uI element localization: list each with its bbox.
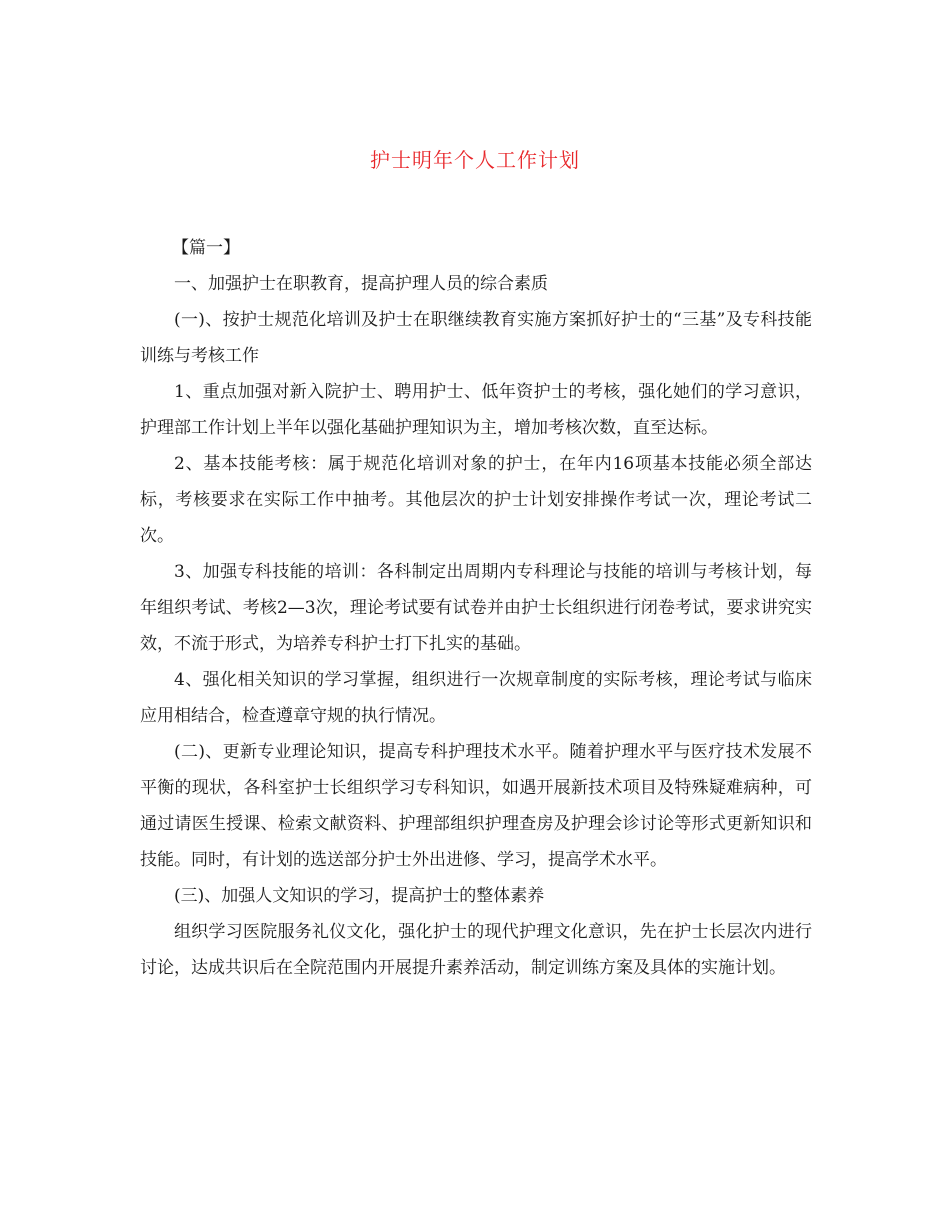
paragraph-heading-1: 一、加强护士在职教育，提高护理人员的综合素质 — [174, 274, 548, 294]
paragraph-subheading-2: (二)、更新专业理论知识，提高专科护理技术水平。随着护理水平与医疗技术发展不平衡的现状，各科室护士长组织学习专科知识，如遇开展新技术项目及特殊疑难病种，可通过请医生授课、检索文献资料、护理部组织护理查房及护理会诊讨论等形式更新知识和技能。同时，有计划的选送部分护士外出进修、学习，提高学术水平。 — [140, 742, 812, 870]
paragraph-subheading-3: (三)、加强人文知识的学习，提高护士的整体素养 — [174, 886, 545, 906]
paragraph-item-1: 1、重点加强对新入院护士、聘用护士、低年资护士的考核，强化她们的学习意识，护理部工作计划上半年以强化基础护理知识为主，增加考核次数，直至达标。 — [140, 382, 812, 438]
paragraph-subheading-1: (一)、按护士规范化培训及护士在职继续教育实施方案抓好护士的“三基”及专科技能训练与考核工作 — [140, 310, 812, 366]
paragraph-item-4: 4、强化相关知识的学习掌握，组织进行一次规章制度的实际考核，理论考试与临床应用相结合，检查遵章守规的执行情况。 — [140, 670, 812, 726]
paragraph-item-2: 2、基本技能考核：属于规范化培训对象的护士，在年内16项基本技能必须全部达标，考核要求在实际工作中抽考。其他层次的护士计划安排操作考试一次，理论考试二次。 — [140, 454, 812, 546]
section-label: 【篇一】 — [172, 238, 240, 258]
paragraph-body-final: 组织学习医院服务礼仪文化，强化护士的现代护理文化意识，先在护士长层次内进行讨论，达成共识后在全院范围内开展提升素养活动，制定训练方案及具体的实施计划。 — [140, 922, 812, 978]
document-body — [140, 230, 812, 986]
paragraph-item-3: 3、加强专科技能的培训：各科制定出周期内专科理论与技能的培训与考核计划，每年组织考试、考核2—3次，理论考试要有试卷并由护士长组织进行闭卷考试，要求讲究实效，不流于形式，为培养专科护士打下扎实的基础。 — [140, 562, 812, 654]
document-title: 护士明年个人工作计划 — [370, 148, 580, 172]
